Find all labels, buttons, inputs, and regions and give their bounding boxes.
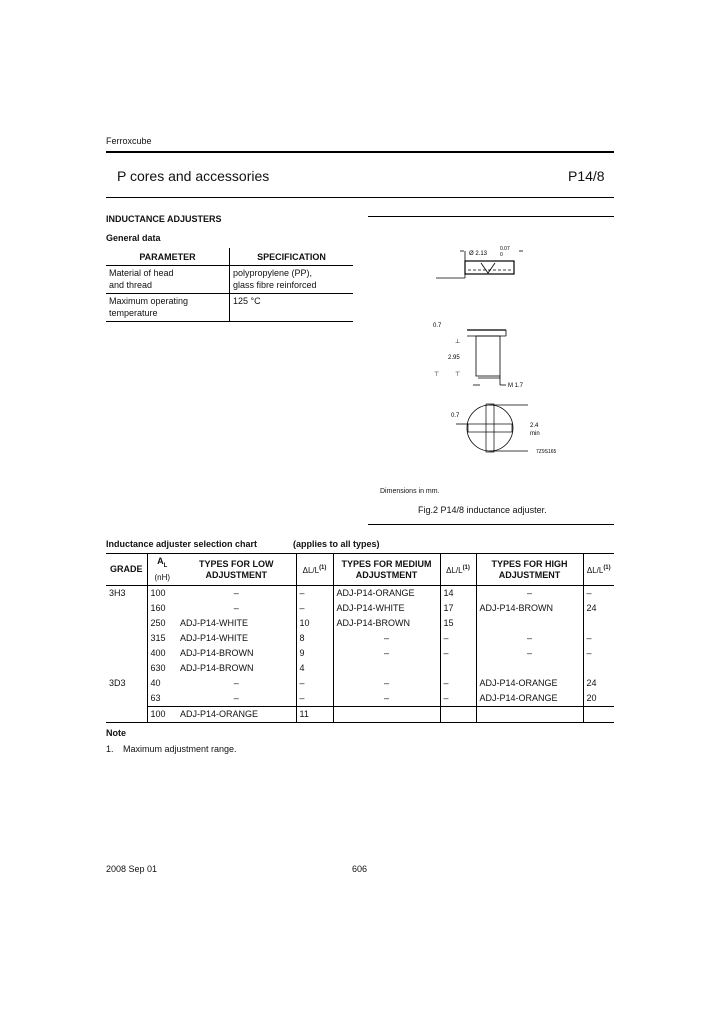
table-row: [106, 266, 353, 294]
param-text: temperature: [109, 308, 158, 318]
footer-date: 2008 Sep 01: [106, 864, 158, 874]
cell-grade: 3H3: [109, 588, 126, 598]
table-row: [106, 707, 614, 723]
cell-low: –: [233, 678, 239, 688]
cell-high: [476, 616, 583, 631]
cell-med-dl: [440, 661, 476, 676]
cell-low-dl: –: [296, 586, 333, 602]
cell-high: ADJ-P14-BROWN: [476, 601, 583, 616]
table-row: [106, 631, 614, 646]
cell-med-dl: –: [440, 676, 476, 691]
note-item: 1. Maximum adjustment range.: [106, 744, 237, 754]
header-medium-dl: $\Delta L/L^{(1)}$: [440, 554, 476, 586]
figure-caption: Fig.2 P14/8 inductance adjuster.: [418, 505, 547, 515]
cell-high: [476, 707, 583, 723]
dimensions-note: Dimensions in mm.: [380, 488, 440, 495]
cell-high-dl: [583, 707, 614, 723]
cell-med: ADJ-P14-WHITE: [333, 601, 440, 616]
cell-high-dl: –: [583, 646, 614, 661]
table-row: [106, 676, 614, 691]
param-text: Material of head: [109, 268, 174, 278]
cell-med-dl: –: [440, 646, 476, 661]
general-data-heading: General data: [106, 233, 161, 243]
cell-al: 250: [147, 616, 177, 631]
cell-high-dl: [583, 616, 614, 631]
table-row: [106, 294, 353, 322]
cell-grade: 3D3: [109, 678, 126, 688]
cell-med-dl: –: [440, 631, 476, 646]
cell-al: 315: [147, 631, 177, 646]
footer-page-number: 606: [352, 864, 368, 874]
cell-al: 63: [147, 691, 177, 707]
cell-med: –: [333, 646, 440, 661]
cell-med: ADJ-P14-ORANGE: [333, 586, 440, 602]
cell-al: 40: [147, 676, 177, 691]
cell-al: 400: [147, 646, 177, 661]
cell-med-dl: 15: [440, 616, 476, 631]
cell-high-dl: 24: [583, 676, 614, 691]
cell-low: –: [233, 693, 239, 703]
cell-low-dl: 4: [296, 661, 333, 676]
figure-top-rule: [368, 216, 614, 217]
cell-low-dl: 10: [296, 616, 333, 631]
table-row: [106, 646, 614, 661]
header-high-dl: $\Delta L/L^{(1)}$: [583, 554, 614, 586]
cell-grade: [106, 646, 147, 661]
cell-med: ADJ-P14-BROWN: [333, 616, 440, 631]
cell-low-dl: 8: [296, 631, 333, 646]
cell-al: 630: [147, 661, 177, 676]
header-rule: [106, 151, 614, 153]
cell-high-dl: [583, 661, 614, 676]
cell-grade: [106, 631, 147, 646]
dim-tol-lower: 0: [500, 252, 503, 258]
spec-text: glass fibre reinforced: [233, 280, 317, 290]
cell-low: –: [233, 588, 239, 598]
header-parameter: PARAMETER: [106, 248, 230, 266]
cell-med: –: [333, 691, 440, 707]
cell-high-dl: 24: [583, 601, 614, 616]
cell-med-dl: 14: [440, 586, 476, 602]
section-heading: INDUCTANCE ADJUSTERS: [106, 214, 222, 224]
cell-low: ADJ-P14-BROWN: [180, 648, 254, 658]
page-title: P cores and accessories: [117, 168, 270, 184]
cell-low: –: [233, 603, 239, 613]
header-specification: SPECIFICATION: [230, 248, 354, 266]
dim-width-unit: min: [530, 431, 540, 437]
drawing-code: 7Z9S165: [536, 449, 557, 455]
header-low: TYPES FOR LOW ADJUSTMENT: [177, 554, 296, 586]
cell-high-dl: –: [583, 631, 614, 646]
figure-bottom-rule: [368, 524, 614, 525]
general-data-table: [106, 248, 353, 322]
cell-med: [333, 707, 440, 723]
dim-width: 2.4: [530, 423, 539, 429]
cell-al: 160: [147, 601, 177, 616]
brand-name: Ferroxcube: [106, 136, 152, 146]
cell-high: –: [476, 586, 583, 602]
cell-med-dl: –: [440, 691, 476, 707]
spec-text: polypropylene (PP),: [233, 268, 313, 278]
cell-low: ADJ-P14-WHITE: [180, 618, 249, 628]
param-text: and thread: [109, 280, 153, 290]
dim-diameter: Ø 2.13: [469, 251, 488, 257]
cell-med-dl: 17: [440, 601, 476, 616]
cell-al: 100: [147, 586, 177, 602]
table-row: [106, 601, 614, 616]
title-rule: [106, 197, 614, 198]
cell-al: 100: [147, 707, 177, 723]
cell-med-dl: [440, 707, 476, 723]
selection-chart-subheading: (applies to all types): [293, 539, 380, 549]
cell-low-dl: 9: [296, 646, 333, 661]
table-row: [106, 616, 614, 631]
param-text: Maximum operating: [109, 296, 189, 306]
cell-high-dl: –: [583, 586, 614, 602]
header-high: TYPES FOR HIGH ADJUSTMENT: [476, 554, 583, 586]
svg-text:⊤: ⊤: [455, 372, 461, 378]
svg-text:⊥: ⊥: [455, 339, 461, 345]
table-row: [106, 661, 614, 676]
cell-high-dl: 20: [583, 691, 614, 707]
cell-grade: [106, 661, 147, 676]
cell-high: –: [476, 646, 583, 661]
cell-low-dl: –: [296, 601, 333, 616]
spec-text: 125 °C: [233, 296, 261, 306]
cell-low: ADJ-P14-ORANGE: [177, 707, 296, 723]
cell-grade: [106, 616, 147, 631]
dim-thread: M 1.7: [508, 383, 524, 389]
cell-high: ADJ-P14-ORANGE: [476, 676, 583, 691]
table-row: [106, 586, 614, 602]
cell-low: ADJ-P14-BROWN: [180, 663, 254, 673]
selection-chart-table: [106, 553, 614, 723]
dim-tol-upper: 0.07: [500, 246, 510, 252]
cell-low-dl: 11: [296, 707, 333, 723]
cell-med: –: [333, 676, 440, 691]
cell-grade: [106, 707, 147, 723]
header-low-dl: $\Delta L/L^{(1)}$: [296, 554, 333, 586]
note-heading: Note: [106, 728, 126, 738]
svg-text:⊤: ⊤: [434, 372, 440, 378]
cell-high: ADJ-P14-ORANGE: [476, 691, 583, 707]
header-medium: TYPES FOR MEDIUM ADJUSTMENT: [333, 554, 440, 586]
selection-chart-heading: Inductance adjuster selection chart: [106, 539, 258, 549]
cell-high: –: [476, 631, 583, 646]
cell-grade: [106, 691, 147, 707]
cell-low-dl: –: [296, 691, 333, 707]
part-number: P14/8: [568, 168, 605, 184]
dim-flange: 0.7: [433, 323, 442, 329]
cell-grade: [106, 601, 147, 616]
header-al: $A_L$ (nH): [147, 554, 177, 586]
dim-slot: 0.7: [451, 413, 460, 419]
table-row: [106, 691, 614, 707]
dim-length: 2.95: [448, 355, 460, 361]
cell-med: –: [333, 631, 440, 646]
adjuster-drawing: [368, 228, 614, 488]
cell-high: [476, 661, 583, 676]
header-grade: GRADE: [106, 554, 147, 586]
cell-med: [333, 661, 440, 676]
cell-low: ADJ-P14-WHITE: [180, 633, 249, 643]
cell-low-dl: –: [296, 676, 333, 691]
